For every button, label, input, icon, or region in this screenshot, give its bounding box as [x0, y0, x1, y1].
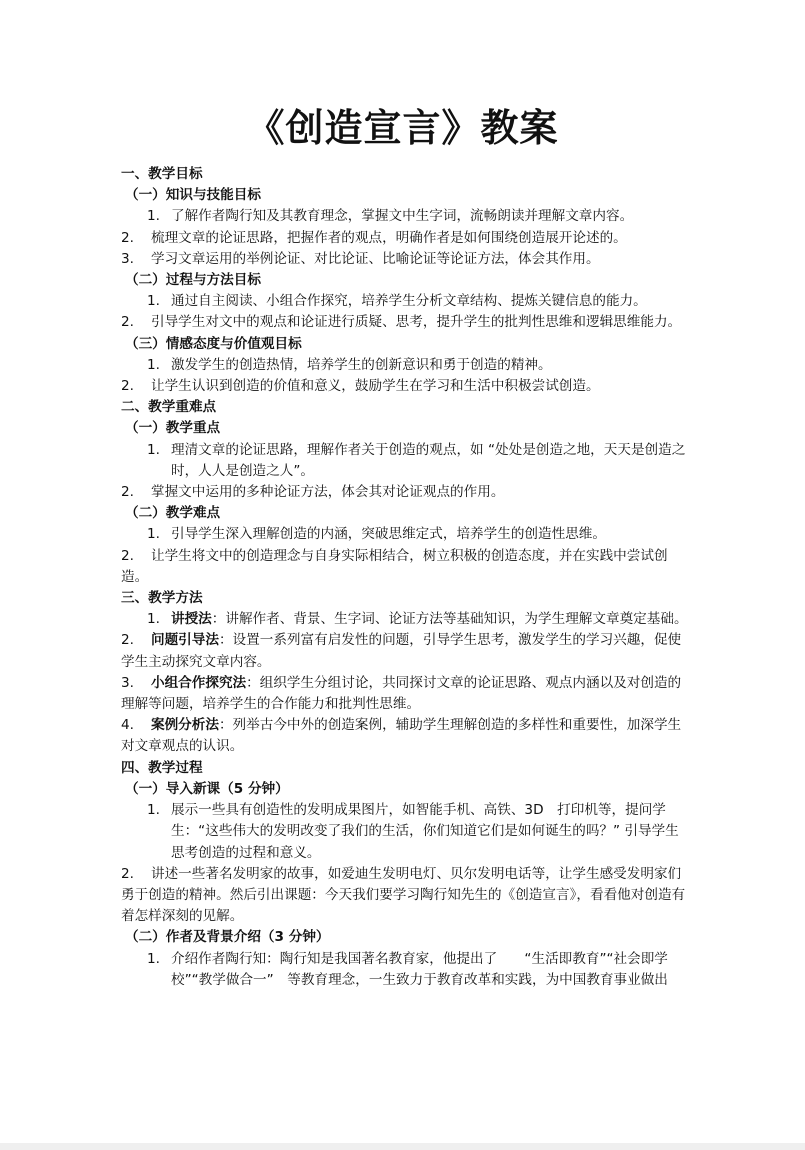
list-number: 1. [147, 802, 160, 819]
list-number: 1. [147, 293, 160, 310]
subsection-heading: （一）教学重点 [125, 420, 221, 437]
section-heading: 一、教学目标 [121, 166, 203, 182]
list-item: 1. 介绍作者陶行知：陶行知是我国著名教育家，他提出了 “生活即教育”“社会即学校”“教学做合一” 等教育理念，一生致力于教育改革和实践，为中国教育事业做出 [147, 950, 668, 988]
list-number: 1. [147, 526, 160, 543]
method-label: 讲授法 [171, 611, 212, 628]
list-item: 3. 学习文章运用的举例论证、对比论证、比喻论证等论证方法，体会其作用。 [121, 249, 691, 270]
subsection-heading: （三）情感态度与价值观目标 [125, 335, 302, 352]
list-item: 2. 讲述一些著名发明家的故事，如爱迪生发明电灯、贝尔发明电话等，让学生感受发明家们勇于创造的精神。然后引出课题：今天我们要学习陶行知先生的《创造宣言》，看看他对创造有着怎样深刻的见解。 [121, 865, 686, 925]
section-heading: 四、教学过程 [121, 759, 203, 776]
list-item: 2. 梳理文章的论证思路，把握作者的观点，明确作者是如何围绕创造展开论述的。 [121, 228, 691, 249]
list-item: 1. 引导学生深入理解创造的内涵，突破思维定式，培养学生的创造性思维。 [121, 524, 691, 545]
list-item: 1. 了解作者陶行知及其教育理念，掌握文中生字词，流畅朗读并理解文章内容。 [121, 206, 691, 227]
list-item: 2. 问题引导法：设置一系列富有启发性的问题，引导学生思考，激发学生的学习兴趣，促使学生主动探究文章内容。 [121, 632, 682, 670]
method-label: 案例分析法 [151, 717, 219, 734]
document-body [121, 164, 691, 991]
list-number: 2. [121, 484, 134, 501]
section-heading: 二、教学重难点 [121, 399, 217, 416]
subsection-heading: （二）过程与方法目标 [125, 272, 261, 289]
document-title: 《创造宣言》教案 [246, 106, 559, 150]
list-item: 2. 让学生将文中的创造理念与自身实际相结合，树立积极的创造态度，并在实践中尝试创造。 [121, 547, 668, 585]
section-heading: 三、教学方法 [121, 590, 203, 607]
subsection-heading: （二）作者及背景介绍（3 分钟） [125, 929, 330, 946]
method-label: 小组合作探究法 [151, 674, 247, 691]
list-number: 2. [121, 378, 134, 395]
list-number: 4. [121, 717, 134, 734]
list-number: 3. [121, 250, 134, 267]
subsection-heading: （二）教学难点 [125, 505, 221, 522]
subsection-heading: （一）知识与技能目标 [125, 187, 261, 204]
list-number: 1. [147, 441, 160, 458]
list-number: 1. [147, 356, 160, 373]
list-item: 2. 掌握文中运用的多种论证方法，体会其对论证观点的作用。 [121, 482, 691, 503]
list-number: 3. [121, 674, 134, 691]
list-number: 2. [121, 314, 134, 331]
list-number: 1. [147, 611, 160, 628]
list-item: 2. 让学生认识到创造的价值和意义，鼓励学生在学习和生活中积极尝试创造。 [121, 376, 691, 397]
list-item: 1. 讲授法：讲解作者、背景、生字词、论证方法等基础知识，为学生理解文章奠定基础。 [121, 609, 691, 630]
list-number: 1. [147, 208, 160, 225]
list-item: 4. 案例分析法：列举古今中外的创造案例，辅助学生理解创造的多样性和重要性，加深学生对文章观点的认识。 [121, 717, 682, 755]
list-number: 1. [147, 950, 160, 967]
list-item: 3. 小组合作探究法：组织学生分组讨论，共同探讨文章的论证思路、观点内涵以及对创造的理解等问题，培养学生的合作能力和批判性思维。 [121, 674, 682, 713]
list-number: 2. [121, 865, 134, 882]
list-item: 1. 通过自主阅读、小组合作探究，培养学生分析文章结构、提炼关键信息的能力。 [121, 291, 691, 312]
list-item: 1. 理清文章的论证思路，理解作者关于创造的观点，如 “处处是创造之地，天天是创造之时，人人是创造之人”。 [147, 441, 686, 479]
list-number: 2. [121, 547, 134, 564]
method-label: 问题引导法 [151, 632, 219, 649]
subsection-heading: （一）导入新课（5 分钟） [125, 780, 289, 797]
list-number: 2. [121, 632, 134, 649]
list-item: 1. 激发学生的创造热情，培养学生的创新意识和勇于创造的精神。 [121, 355, 691, 376]
list-item: 1. 展示一些具有创造性的发明成果图片，如智能手机、高铁、3D 打印机等，提问学生：“这些伟大的发明改变了我们的生活，你们知道它们是如何诞生的吗？” 引导学生思考创造的过程和意义。 [147, 802, 679, 861]
list-item: 2. 引导学生对文中的观点和论证进行质疑、思考，提升学生的批判性思维和逻辑思维能力。 [121, 312, 691, 333]
list-number: 2. [121, 229, 134, 246]
